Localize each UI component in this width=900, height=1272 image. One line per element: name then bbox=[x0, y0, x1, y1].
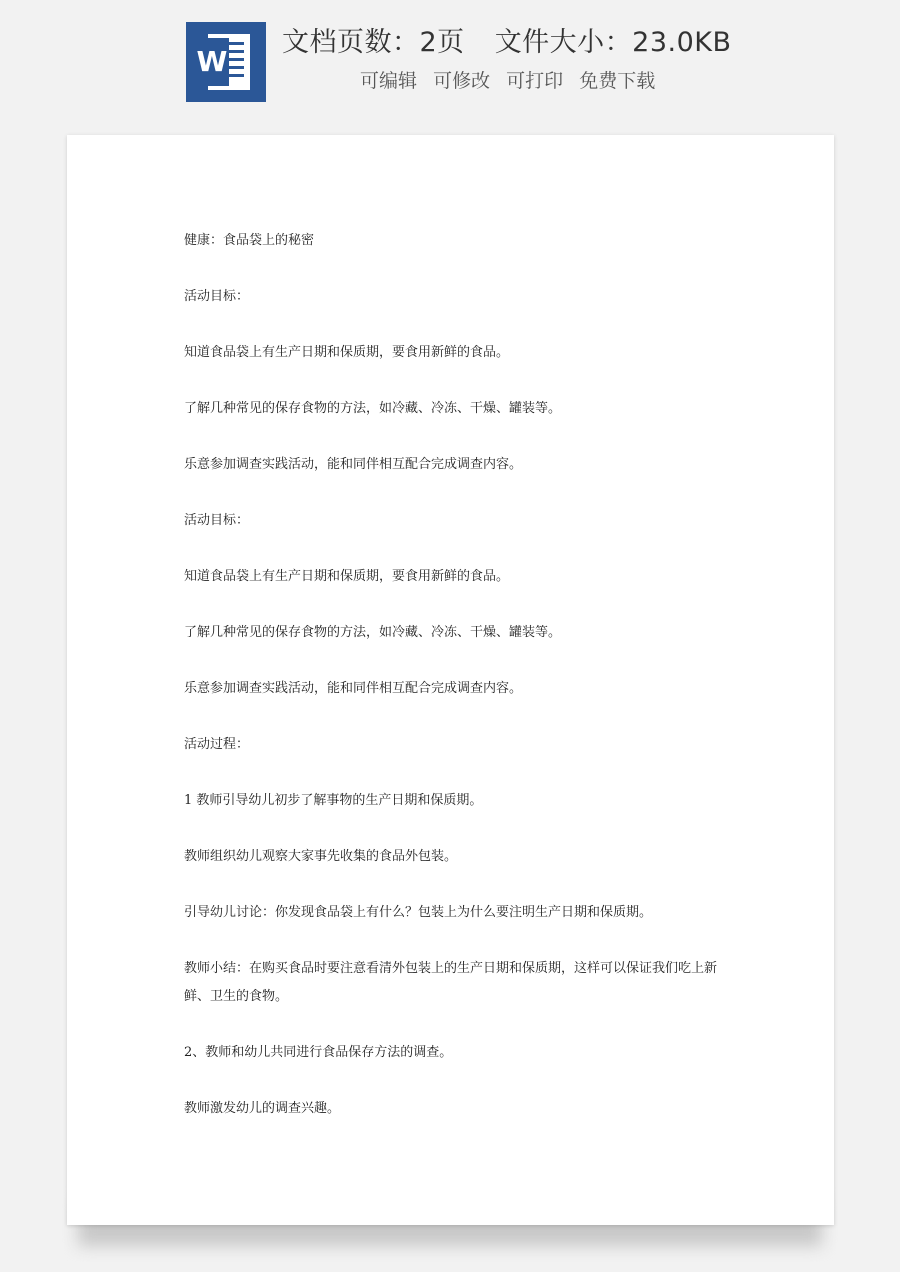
feature-editable: 可编辑 bbox=[360, 70, 418, 92]
page-count-label: 文档页数：2页 bbox=[282, 27, 465, 58]
section-heading: 活动目标： bbox=[184, 513, 250, 528]
paragraph: 了解几种常见的保存食物的方法，如冷藏、冷冻、干燥、罐装等。 bbox=[184, 401, 562, 416]
word-letter-icon: W bbox=[195, 38, 229, 86]
paragraph: 知道食品袋上有生产日期和保质期，要食用新鲜的食品。 bbox=[184, 569, 510, 584]
document-title: 健康：食品袋上的秘密 bbox=[184, 233, 315, 248]
feature-modifiable: 可修改 bbox=[433, 70, 491, 92]
paragraph: 了解几种常见的保存食物的方法，如冷藏、冷冻、干燥、罐装等。 bbox=[184, 625, 562, 640]
paragraph: 教师小结：在购买食品时要注意看清外包装上的生产日期和保质期，这样可以保证我们吃上新鲜、卫生的食物。 bbox=[184, 961, 718, 1004]
feature-printable: 可打印 bbox=[506, 70, 564, 92]
feature-free-download: 免费下载 bbox=[579, 70, 656, 92]
section-heading: 活动目标： bbox=[184, 289, 250, 304]
section-heading: 活动过程： bbox=[184, 737, 250, 752]
document-body bbox=[184, 227, 724, 1151]
paragraph: 乐意参加调查实践活动，能和同伴相互配合完成调查内容。 bbox=[184, 681, 523, 696]
paragraph: 教师组织幼儿观察大家事先收集的食品外包装。 bbox=[184, 849, 458, 864]
feature-list bbox=[360, 66, 665, 93]
paragraph: 教师激发幼儿的调查兴趣。 bbox=[184, 1101, 341, 1116]
file-stats bbox=[282, 20, 732, 59]
document-page bbox=[67, 135, 834, 1225]
file-size-label: 文件大小：23.0KB bbox=[494, 27, 732, 58]
paragraph: 1 教师引导幼儿初步了解事物的生产日期和保质期。 bbox=[184, 793, 483, 808]
paragraph: 乐意参加调查实践活动，能和同伴相互配合完成调查内容。 bbox=[184, 457, 523, 472]
document-info-header bbox=[0, 0, 900, 120]
paragraph: 2、教师和幼儿共同进行食品保存方法的调查。 bbox=[184, 1045, 453, 1060]
word-document-icon bbox=[186, 22, 266, 102]
paragraph: 知道食品袋上有生产日期和保质期，要食用新鲜的食品。 bbox=[184, 345, 510, 360]
paragraph: 引导幼儿讨论：你发现食品袋上有什么？包装上为什么要注明生产日期和保质期。 bbox=[184, 905, 653, 920]
